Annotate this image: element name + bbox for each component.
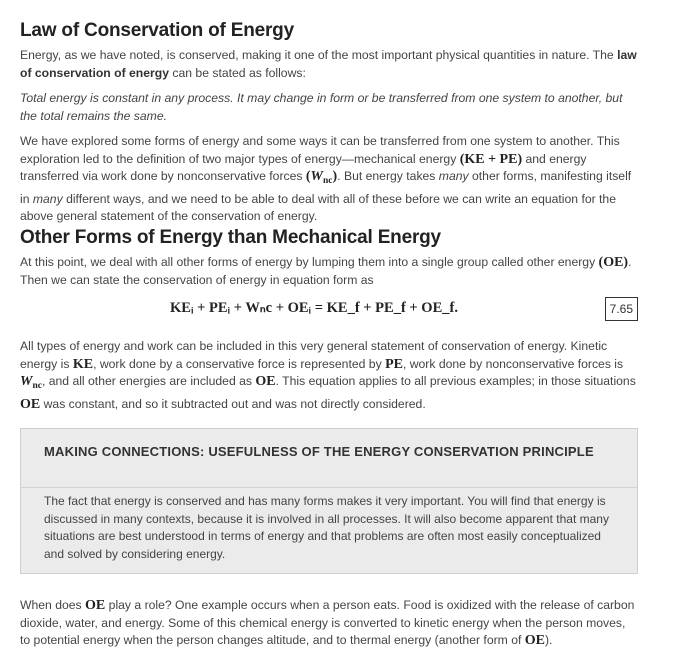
text: can be stated as follows: <box>169 65 306 80</box>
math-w: W <box>20 374 33 389</box>
text: All types of energy and work can be included in this very general statement of conservation of energy. Kinetic energy is <box>20 339 608 371</box>
text: At this point, we deal with all other forms of energy by lumping them into a single group called other energy <box>20 255 599 269</box>
intro-paragraph <box>20 47 638 82</box>
energy-types-paragraph <box>20 338 638 413</box>
math-oe: OE <box>85 598 106 613</box>
equation-row <box>20 297 638 323</box>
making-connections-callout <box>20 428 638 574</box>
math-wnc <box>306 169 337 184</box>
callout-divider <box>21 487 637 488</box>
text: . This equation applies to all previous examples; in those situations <box>275 374 636 388</box>
text: play a role? One example occurs when a person eats. Food is oxidized with the release of carbon dioxide, water, and energy. Some of this chemical energy is converted to kinetic energy when the person moves, to potential energy when the person changes altitude, and to thermal energy (another form of <box>20 598 635 647</box>
text: When does <box>20 598 86 612</box>
math-oe: (OE) <box>598 255 629 270</box>
math-w: W <box>310 169 323 184</box>
other-energy-paragraph <box>20 254 638 289</box>
bold-term-law-of-conservation: law of conservation of energy <box>20 48 637 80</box>
math-oe: OE <box>20 396 41 412</box>
text: . Then we can state the conservation of energy in equation form as <box>20 255 632 287</box>
equation-number: 7.65 <box>605 297 638 321</box>
text: ). <box>544 633 553 647</box>
italic-many: many <box>438 169 469 183</box>
heading-law-of-conservation: Law of Conservation of Energy <box>20 20 294 41</box>
paren: ) <box>332 169 338 184</box>
math-oe: OE <box>524 633 545 648</box>
text: , work done by a conservative force is represented by <box>93 356 386 371</box>
exploration-paragraph <box>20 133 638 226</box>
math-sub-nc: nc <box>323 176 333 186</box>
math-pe: PE <box>385 356 403 372</box>
heading-other-forms: Other Forms of Energy than Mechanical Energy <box>20 227 441 248</box>
text: , and all other energies are included as <box>41 374 256 388</box>
italic-many: many <box>32 191 63 206</box>
math-ke: KE <box>72 356 94 372</box>
text: . But energy takes <box>337 169 439 183</box>
callout-body: The fact that energy is conserved and has many forms makes it very important. You will find that energy is discussed in many contexts, because it is involved in all processes. It will also become apparent that many situations are best understood in terms of energy and that problems are often most easily conceptualized and solved by considering energy. <box>44 494 609 561</box>
text: Energy, as we have noted, is conserved, making it one of the most important physical quantities in nature. The <box>20 48 618 62</box>
text: and energy transferred via work done by nonconservative forces <box>20 151 587 183</box>
callout-title: MAKING CONNECTIONS: USEFULNESS OF THE ENERGY CONSERVATION PRINCIPLE <box>44 444 594 459</box>
closing-paragraph <box>20 597 638 650</box>
conservation-equation: KEᵢ + PEᵢ + Wₙc + OEᵢ = KE_f + PE_f + OE_f. <box>170 300 458 316</box>
text: other forms, manifesting itself in <box>20 169 632 206</box>
math-oe: OE <box>255 374 276 389</box>
text: different ways, and we need to be able to deal with all of these before we can write an equation for the above general statement of the conservation of energy. <box>20 191 616 223</box>
paren: ( <box>305 169 311 184</box>
text: was constant, and so it subtracted out and was not directly considered. <box>40 396 426 411</box>
conservation-statement: Total energy is constant in any process. It may change in form or be transferred from one system to another, but the total remains the same. <box>20 91 623 123</box>
math-sub-nc: nc <box>32 381 42 391</box>
math-ke-pe: (KE + PE) <box>459 151 523 167</box>
text: We have explored some forms of energy and some ways it can be transferred from one system to another. This exploration led to the definition of two major types of energy—mechanical energy <box>20 134 620 166</box>
text: , work done by nonconservative forces is <box>402 356 624 371</box>
